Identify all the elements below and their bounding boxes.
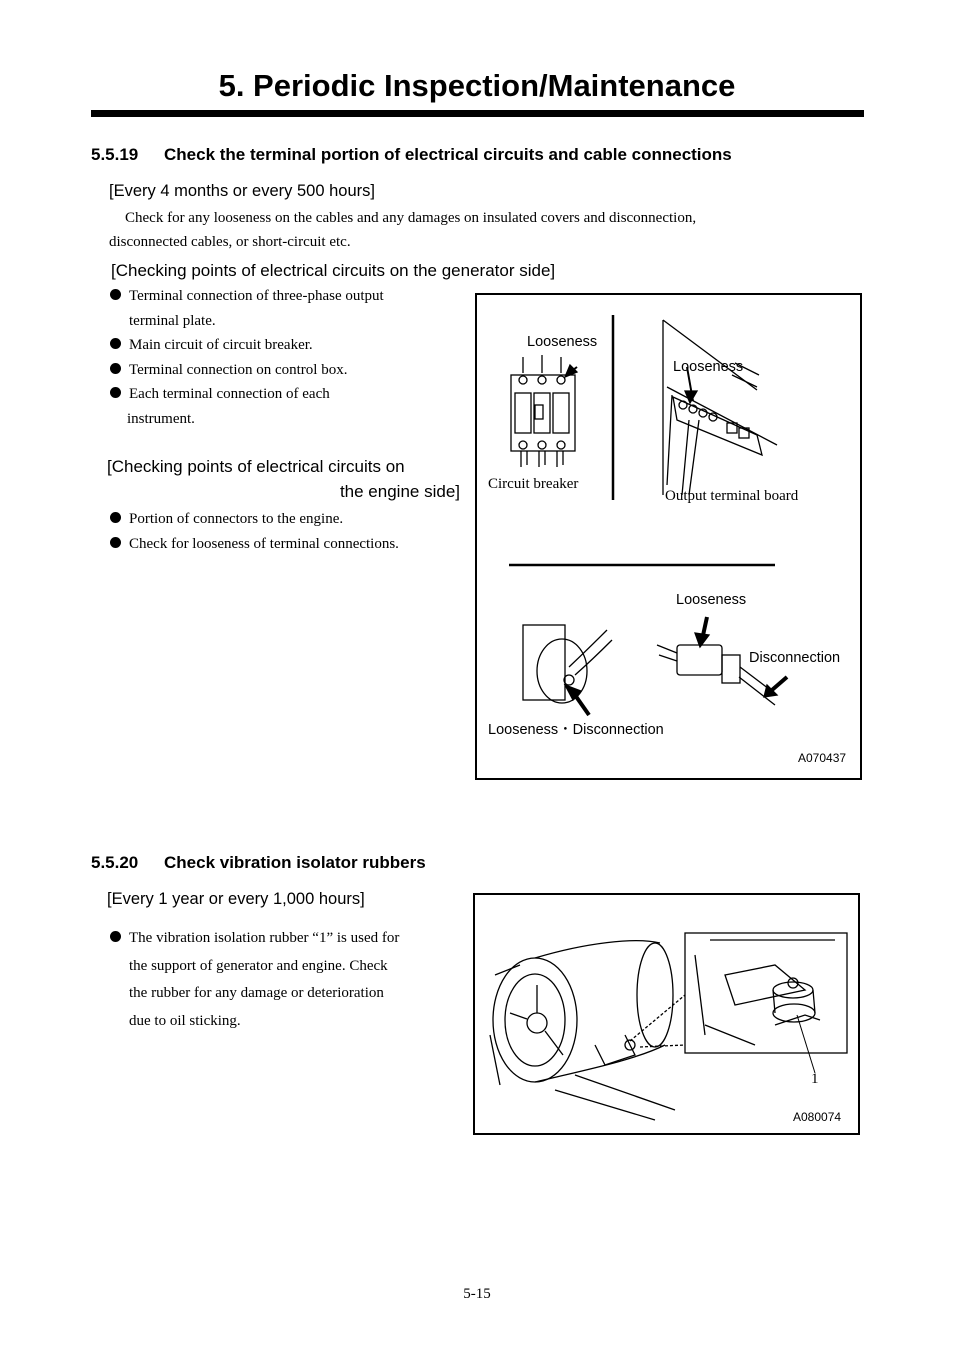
engine-side-list — [110, 507, 470, 556]
engine-side-heading-line1: [Checking points of electrical circuits on — [107, 457, 405, 476]
section-5-5-19-heading: Check the terminal portion of electrical circuits and cable connections — [164, 145, 732, 164]
list-item: Main circuit of circuit breaker. — [110, 333, 460, 358]
engine-sensor-icon — [523, 625, 612, 703]
label-output-terminal-board: Output terminal board — [665, 488, 799, 504]
label-looseness-breaker: Looseness — [527, 334, 598, 350]
section-5-5-20-interval: [Every 1 year or every 1,000 hours] — [107, 890, 365, 908]
label-looseness-connector: Looseness — [676, 592, 747, 608]
page-number: 5-15 — [463, 1286, 491, 1302]
circuit-breaker-icon — [511, 355, 575, 467]
bullet-icon — [110, 512, 121, 523]
vibration-figure-drawing — [475, 895, 858, 1133]
list-item-continuation: instrument. — [127, 410, 195, 427]
list-item: The vibration isolation rubber “1” is used for — [110, 925, 470, 953]
generator-side-heading: [Checking points of electrical circuits on the generator side] — [111, 261, 556, 280]
list-item-continuation: the rubber for any damage or deterioration — [129, 985, 384, 1001]
bullet-icon — [110, 537, 121, 548]
generator-icon — [490, 941, 675, 1120]
title-rule — [91, 110, 864, 117]
list-item: Each terminal connection of each — [110, 382, 460, 407]
figure-electrical-connections — [475, 293, 862, 780]
generator-side-list — [110, 284, 460, 431]
list-item: Check for looseness of terminal connections. — [110, 532, 470, 557]
section-5-5-19-intro-line1: Check for any looseness on the cables and any damages on insulated covers and disconnection, — [125, 210, 697, 226]
section-5-5-19-interval: [Every 4 months or every 500 hours] — [109, 182, 375, 200]
section-5-5-19-number: 5.5.19 — [91, 145, 139, 164]
section-5-5-19-intro-line2: disconnected cables, or short-circuit etc. — [109, 234, 351, 250]
electrical-figure-drawing — [477, 295, 860, 778]
engine-side-heading-line2: the engine side] — [339, 482, 460, 501]
bullet-icon — [110, 931, 121, 942]
label-circuit-breaker: Circuit breaker — [488, 476, 579, 492]
list-item-continuation: terminal plate. — [129, 312, 216, 329]
section-5-5-20-number: 5.5.20 — [91, 853, 139, 872]
figure-vibration-isolator — [473, 893, 860, 1135]
list-item: Portion of connectors to the engine. — [110, 507, 470, 532]
list-item-continuation: the support of generator and engine. Check — [129, 957, 388, 974]
page-title: 5. Periodic Inspection/Maintenance — [218, 68, 736, 103]
output-terminal-board-icon — [663, 320, 777, 495]
bullet-icon — [110, 363, 121, 374]
vibration-isolator-text — [110, 925, 470, 1035]
bullet-icon — [110, 338, 121, 349]
figure-code-2: A080074 — [793, 1110, 842, 1124]
section-5-5-20-heading: Check vibration isolator rubbers — [164, 853, 426, 872]
list-item: Terminal connection of three-phase output — [110, 284, 460, 309]
label-looseness-disconnection: Looseness・Disconnection — [488, 722, 664, 738]
label-disconnection: Disconnection — [749, 650, 841, 666]
list-item-continuation: due to oil sticking. — [129, 1012, 241, 1029]
label-looseness-terminal: Looseness — [673, 359, 744, 375]
figure-code: A070437 — [798, 751, 847, 765]
callout-1: 1 — [811, 1071, 819, 1087]
list-item: Terminal connection on control box. — [110, 358, 460, 383]
inset-detail-icon — [685, 933, 847, 1073]
bullet-icon — [110, 289, 121, 300]
bullet-icon — [110, 387, 121, 398]
